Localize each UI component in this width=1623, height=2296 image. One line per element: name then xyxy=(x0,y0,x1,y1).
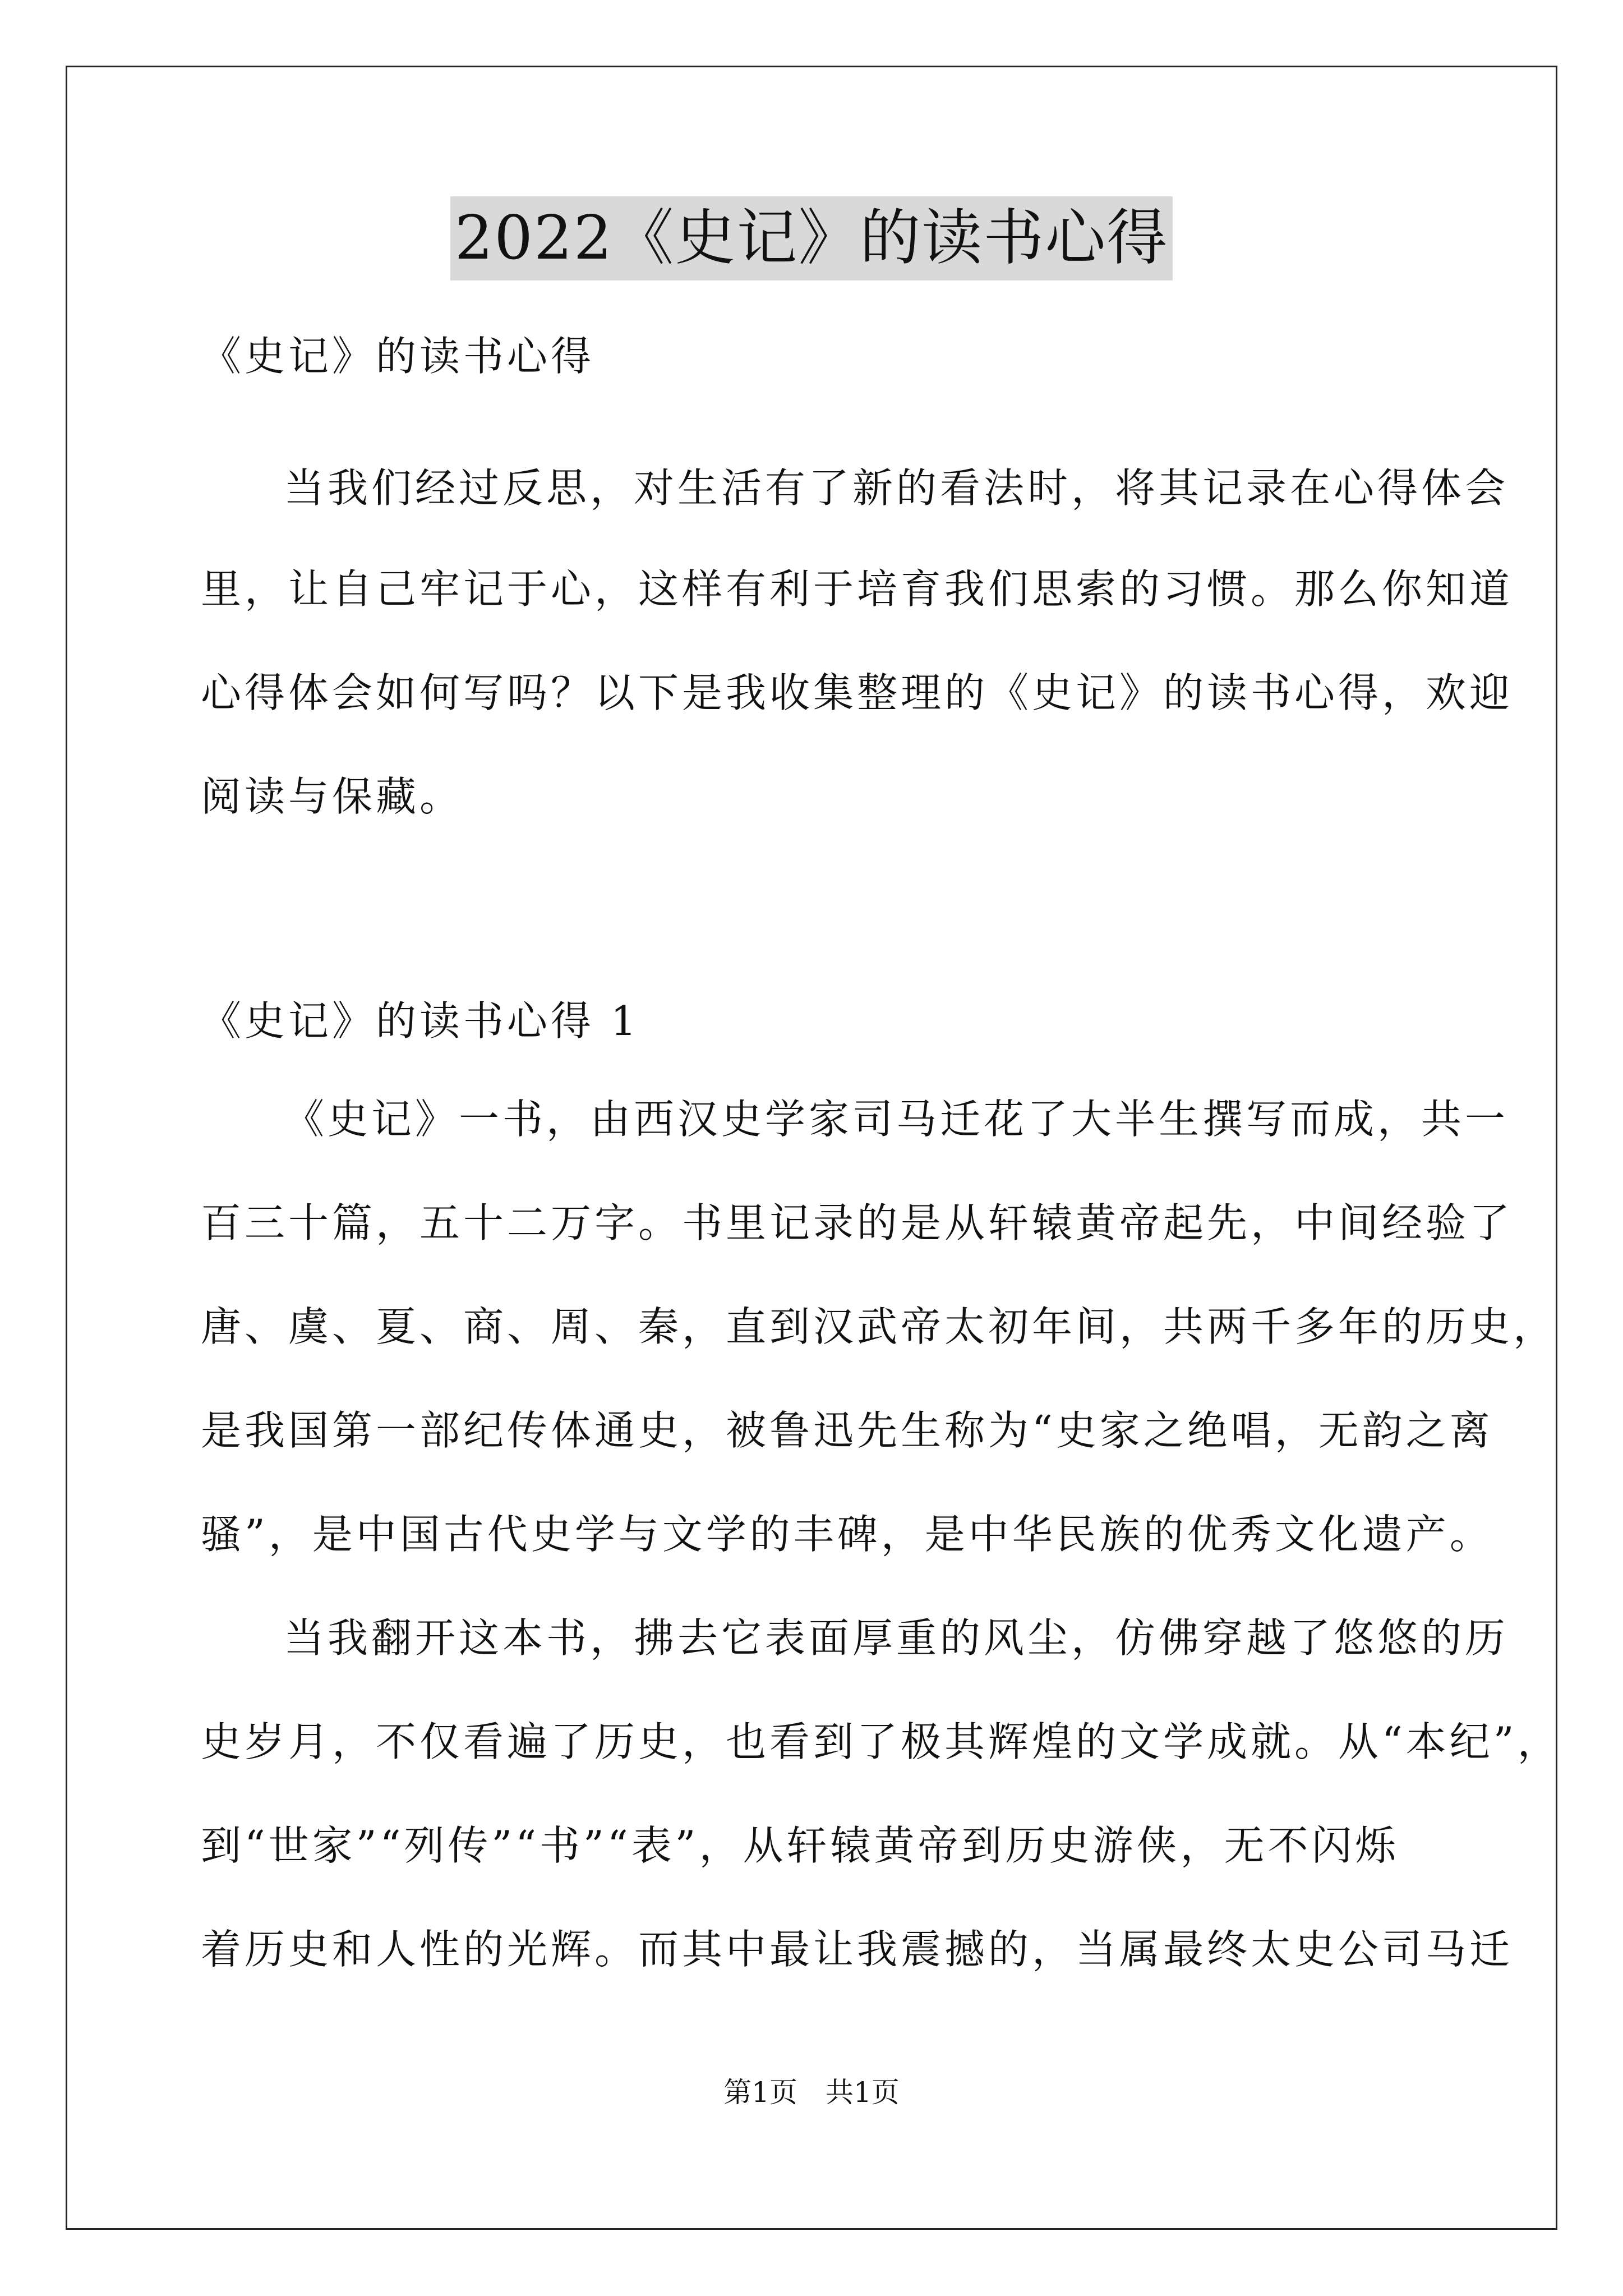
intro-line: 心得体会如何写吗？以下是我收集整理的《史记》的读书心得，欢迎 xyxy=(201,669,1514,716)
paragraph-line: 百三十篇，五十二万字。书里记录的是从轩辕黄帝起先，中间经验了 xyxy=(201,1199,1514,1246)
paragraph-line: 史岁月，不仅看遍了历史，也看到了极其辉煌的文学成就。从“本纪”， xyxy=(201,1718,1561,1765)
title-container xyxy=(0,196,1623,280)
paragraph-line: 骚”，是中国古代史学与文学的丰碑，是中华民族的优秀文化遗产。 xyxy=(201,1511,1493,1558)
paragraph-line: 唐、虞、夏、商、周、秦，直到汉武帝太初年间，共两千多年的历史， xyxy=(201,1303,1557,1350)
intro-line: 阅读与保藏。 xyxy=(201,773,464,820)
document-title: 2022《史记》的读书心得 xyxy=(450,196,1173,280)
subtitle: 《史记》的读书心得 xyxy=(201,333,595,380)
paragraph-line: 《史记》一书，由西汉史学家司马迁花了大半生撰写而成，共一 xyxy=(284,1096,1509,1143)
section-heading: 《史记》的读书心得 1 xyxy=(201,997,640,1045)
page-footer: 第1页 共1页 xyxy=(723,2076,900,2109)
intro-line: 里，让自己牢记于心，这样有利于培育我们思索的习惯。那么你知道 xyxy=(201,565,1514,613)
paragraph-line: 是我国第一部纪传体通史，被鲁迅先生称为“史家之绝唱，无韵之离 xyxy=(201,1407,1493,1454)
intro-line: 当我们经过反思，对生活有了新的看法时，将其记录在心得体会 xyxy=(284,464,1509,512)
page-border xyxy=(66,66,1561,2230)
paragraph-line: 着历史和人性的光辉。而其中最让我震撼的，当属最终太史公司马迁 xyxy=(201,1926,1514,1973)
paragraph-line: 当我翻开这本书，拂去它表面厚重的风尘，仿佛穿越了悠悠的历 xyxy=(284,1614,1509,1662)
paragraph-line: 到“世家”“列传”“书”“表”，从轩辕黄帝到历史游侠，无不闪烁 xyxy=(201,1822,1399,1869)
